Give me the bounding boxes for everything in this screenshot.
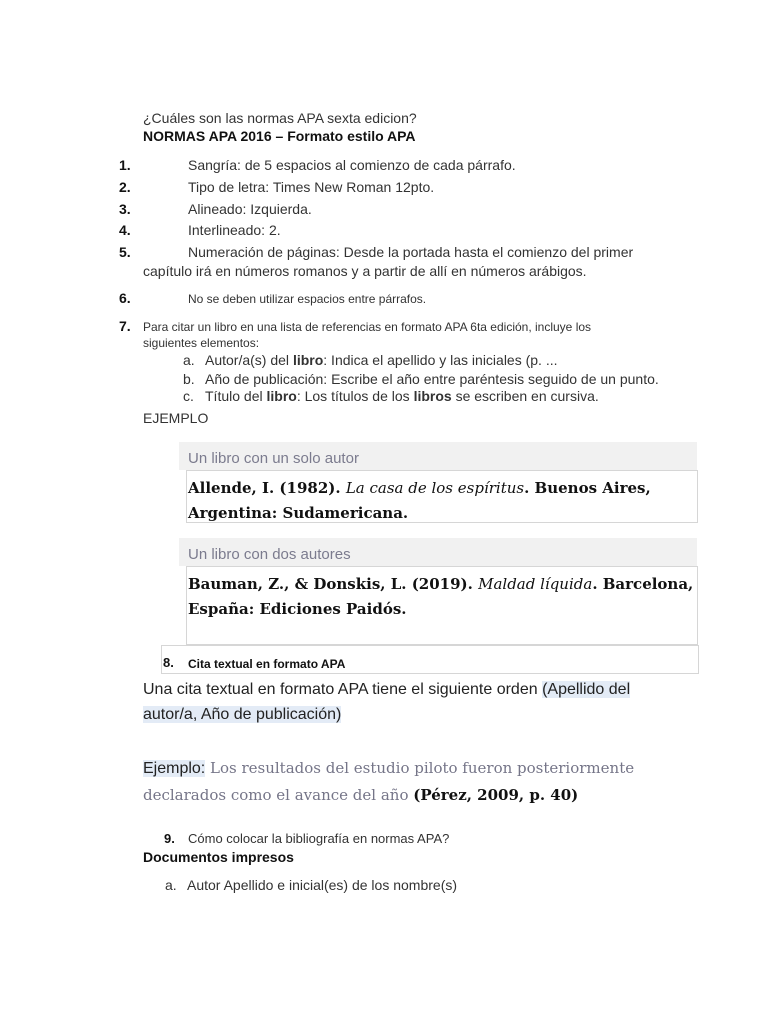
list-number: 6. — [119, 290, 131, 306]
example-card-body — [186, 566, 698, 645]
sub-item-a — [165, 877, 685, 895]
sub-letter: a. — [165, 877, 177, 893]
list-item: Interlineado: 2. — [188, 222, 281, 238]
list-number: 8. — [163, 655, 174, 670]
example-card-header: Un libro con dos autores — [179, 538, 697, 566]
cita-paragraph-line: autor/a, Año de publicación) — [143, 706, 342, 723]
list-number: 2. — [119, 179, 131, 195]
page-title: NORMAS APA 2016 – Formato estilo APA — [143, 128, 416, 144]
sub-letter: c. — [183, 388, 194, 404]
example-quote-line: declarados como el avance del año (Pérez, 2009, p. 40) — [143, 786, 579, 804]
reference-line: Bauman, Z., & Donskis, L. (2019). Maldad líquida. Barcelona, — [188, 575, 694, 593]
example-quote-line: Ejemplo: Los resultados del estudio piloto fueron posteriormente — [143, 759, 635, 777]
list-item: Alineado: Izquierda. — [188, 201, 312, 217]
sub-text: Título del libro: Los títulos de los libros se escriben en cursiva. — [205, 388, 599, 404]
sub-text: Autor/a(s) del libro: Indica el apellido y las iniciales (p. ... — [205, 352, 558, 368]
list-number: 1. — [119, 157, 131, 173]
list-number: 4. — [119, 222, 131, 238]
item-8-box — [161, 645, 699, 674]
sub-text: Año de publicación: Escribe el año entre paréntesis seguido de un punto. — [205, 371, 659, 387]
reference-line: Allende, I. (1982). La casa de los espíritus. Buenos Aires, — [188, 479, 651, 497]
example-card-header: Un libro con un solo autor — [179, 442, 697, 470]
example-card-body — [186, 470, 698, 523]
list-number: 9. — [164, 831, 175, 846]
sub-text: Autor Apellido e inicial(es) de los nombre(s) — [187, 877, 458, 893]
sub-letter: a. — [183, 352, 195, 368]
list-item: Cita textual en formato APA — [188, 657, 346, 671]
list-number: 7. — [119, 318, 131, 334]
sub-letter: b. — [183, 371, 195, 387]
question-text: ¿Cuáles son las normas APA sexta edicion? — [143, 110, 417, 126]
reference-line: Argentina: Sudamericana. — [188, 504, 409, 522]
list-number: 5. — [119, 244, 131, 260]
reference-line: España: Ediciones Paidós. — [188, 600, 407, 618]
list-item: Tipo de letra: Times New Roman 12pto. — [188, 179, 435, 195]
cita-paragraph-line: Una cita textual en formato APA tiene el siguiente orden (Apellido del — [143, 681, 631, 698]
list-item: Cómo colocar la bibliografía en normas APA? — [188, 831, 450, 846]
list-item: Numeración de páginas: Desde la portada hasta el comienzo del primer — [188, 244, 634, 260]
list-number: 3. — [119, 201, 131, 217]
sub-item-c — [183, 388, 703, 406]
list-item: No se deben utilizar espacios entre párrafos. — [188, 292, 427, 306]
sub-item-a — [183, 352, 703, 370]
list-item-continuation: siguientes elementos: — [143, 336, 260, 350]
section-heading: Documentos impresos — [143, 849, 294, 865]
list-item: Para citar un libro en una lista de referencias en formato APA 6ta edición, incluye los — [143, 320, 592, 334]
example-label: EJEMPLO — [143, 410, 209, 426]
list-item-continuation: capítulo irá en números romanos y a partir de allí en números arábigos. — [143, 263, 587, 279]
sub-item-b — [183, 371, 703, 389]
list-item: Sangría: de 5 espacios al comienzo de cada párrafo. — [188, 157, 516, 173]
